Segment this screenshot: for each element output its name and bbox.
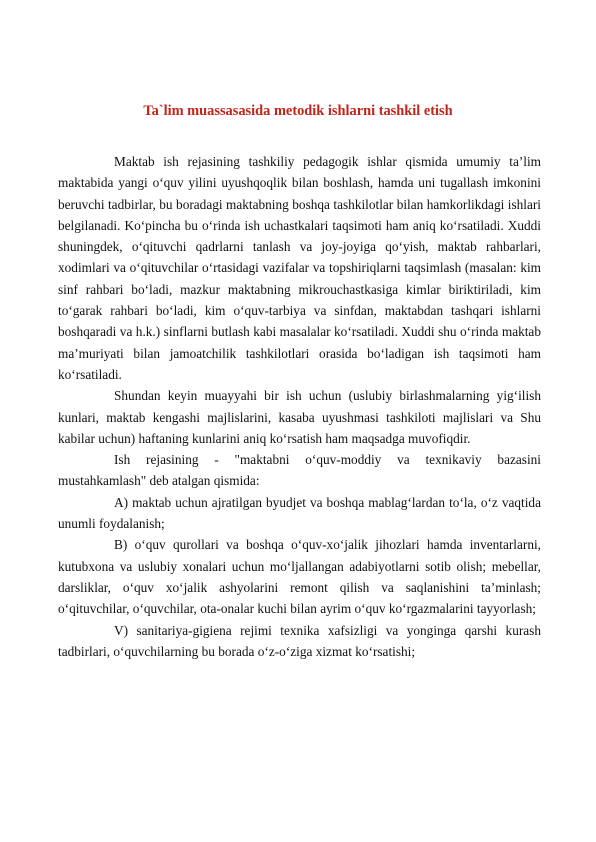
paragraph: Shundan keyin muayyahi bir ish uchun (uslubiy birlashmalarning yig‘ilish kunlari, maktab kengashi majlislarini, kasaba uyushmasi tashkiloti majlislari va Shu kabilar uchun) haftaning kunlarini aniq ko‘rsatish ham maqsadga muvofiqdir. [58,388,541,446]
document-body [58,151,541,662]
paragraph: A) maktab uchun ajratilgan byudjet va boshqa mablag‘lardan to‘la, o‘z vaqtida unumli foydalanish; [58,494,541,532]
paragraph: Ish rejasining - "maktabni o‘quv-moddiy va texnikaviy bazasini mustahkamlash" deb atalgan qismida: [58,452,541,489]
paragraph: Maktab ish rejasining tashkiliy pedagogik ishlar qismida umumiy ta’lim maktabida yangi o‘quv yilini uyushqoqlik bilan boshlash, hamda uni tugallash imkonini beruvchi tadbirlar, bu boradagi maktabning boshqa tashkilotlar bilan hamkorlikdagi ishlari belgilanadi. Ko‘pincha bu o‘rinda ish uchastkalari taqsimoti ham aniq ko‘rsatiladi. Xuddi shuningdek, o‘qituvchi qadrlarni tanlash va joy-joyiga qo‘yish, maktab rahbarlari, xodimlari va o‘qituvchilar o‘rtasidagi vazifalar va topshiriqlarni taqsimlash (masalan: kim sinf rahbari bo‘ladi, mazkur maktabning mikrouchastkasiga kimlar biriktiriladi, kim to‘garak rahbari bo‘ladi, kim o‘quv-tarbiya va sinfdan, maktabdan tashqari ishlarni boshqaradi va h.k.) sinflarni butlash kabi masalalar ko‘rsatiladi. Xuddi shu o‘rinda maktab ma’muriyati bilan jamoatchilik tashkilotlari orasida bo‘ladigan ish taqsimoti ham ko‘rsatiladi. [58,154,541,382]
paragraph: B) o‘quv qurollari va boshqa o‘quv-xo‘jalik jihozlari hamda inventarlarni, kutubxona va uslubiy xonalari uchun mo‘ljallangan adabiyotlarni sotib olish; mebellar, darsliklar, o‘quv xo‘jalik ashyolarini remont qilish va saqlanishini ta’minlash; o‘qituvchilar, o‘quvchilar, ota-onalar kuchi bilan ayrim o‘quv ko‘rgazmalarini tayyorlash; [58,537,541,617]
document-title: Ta`lim muassasasida metodik ishlarni tashkil etish [143,103,453,119]
paragraph: V) sanitariya-gigiena rejimi texnika xafsizligi va yonginga qarshi kurash tadbirlari, o‘quvchilarning bu borada o‘z-o‘ziga xizmat ko‘rsatishi; [58,622,541,659]
